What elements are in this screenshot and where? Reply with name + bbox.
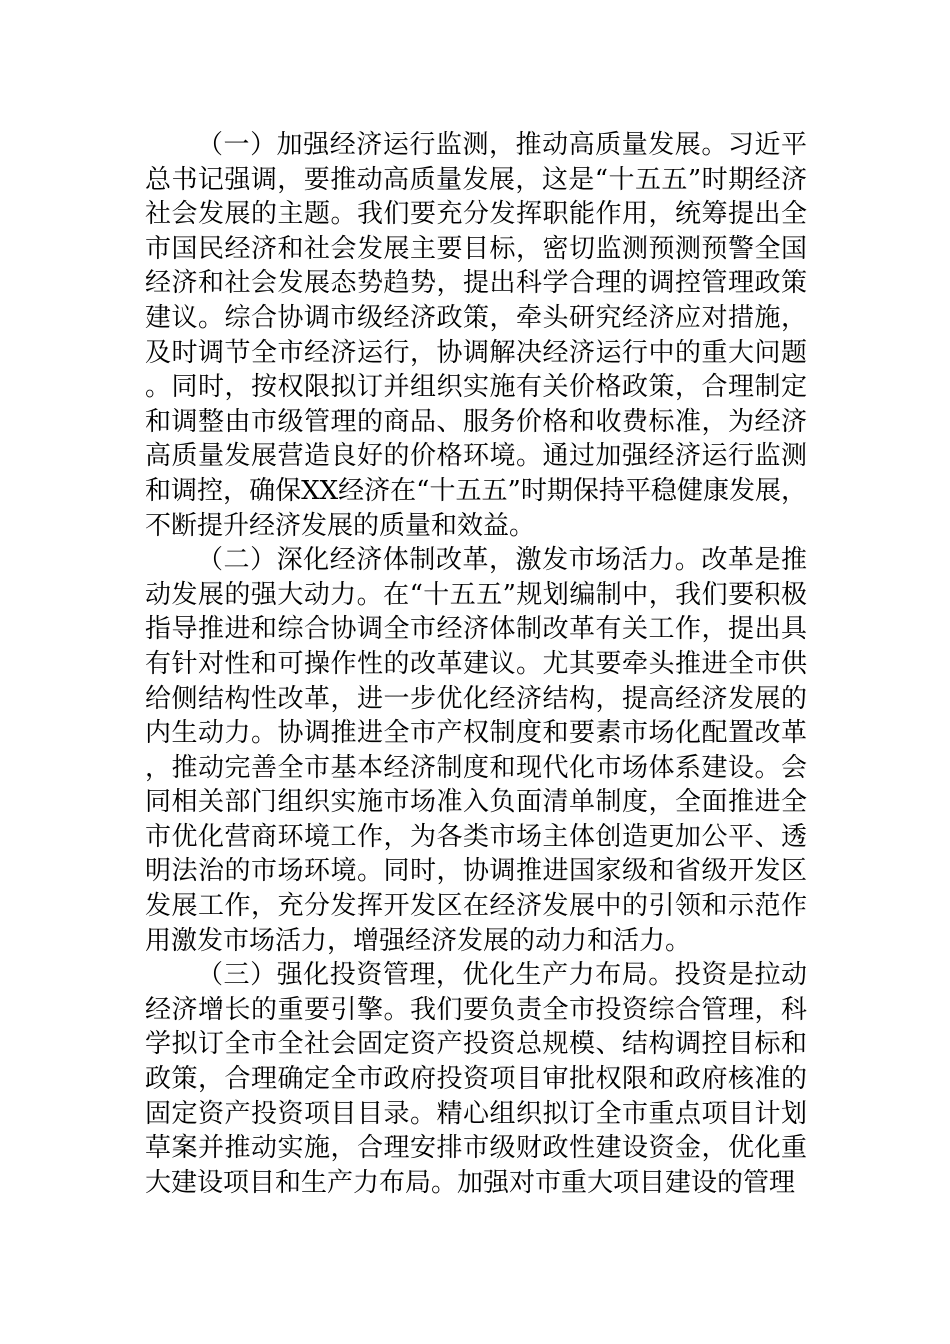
paragraph-investment-management: （三）强化投资管理，优化生产力布局。投资是拉动经济增长的重要引擎。我们要负责全市投资综合管理，科学拟订全市全社会固定资产投资总规模、结构调控目标和政策，合理确定全市政府投资项目审批权限和政府核准的固定资产投资项目目录。精心组织拟订全市重点项目计划草案并推动实施，合理安排市级财政性建设资金，优化重大建设项目和生产力布局。加强对市重大项目建设的管理 bbox=[145, 960, 807, 1198]
paragraph-economic-monitoring: （一）加强经济运行监测，推动高质量发展。习近平总书记强调，要推动高质量发展，这是“十五五”时期经济社会发展的主题。我们要充分发挥职能作用，统筹提出全市国民经济和社会发展主要目标，密切监测预测预警全国经济和社会发展态势趋势，提出科学合理的调控管理政策建议。综合协调市级经济政策，牵头研究经济应对措施，及时调节全市经济运行，协调解决经济运行中的重大问题。同时，按权限拟订并组织实施有关价格政策，合理制定和调整由市级管理的商品、服务价格和收费标准，为经济高质量发展营造良好的价格环境。通过加强经济运行监测和调控，确保XX经济在“十五五”时期保持平稳健康发展，不断提升经济发展的质量和效益。 bbox=[145, 130, 807, 541]
paragraph-economic-reform: （二）深化经济体制改革，激发市场活力。改革是推动发展的强大动力。在“十五五”规划编制中，我们要积极指导推进和综合协调全市经济体制改革有关工作，提出具有针对性和可操作性的改革建议。尤其要牵头推进全市供给侧结构性改革，进一步优化经济结构，提高经济发展的内生动力。协调推进全市产权制度和要素市场化配置改革，推动完善全市基本经济制度和现代化市场体系建设。会同相关部门组织实施市场准入负面清单制度，全面推进全市优化营商环境工作，为各类市场主体创造更加公平、透明法治的市场环境。同时，协调推进国家级和省级开发区发展工作，充分发挥开发区在经济发展中的引领和示范作用激发市场活力，增强经济发展的动力和活力。 bbox=[145, 545, 807, 956]
document-body bbox=[145, 128, 807, 1200]
